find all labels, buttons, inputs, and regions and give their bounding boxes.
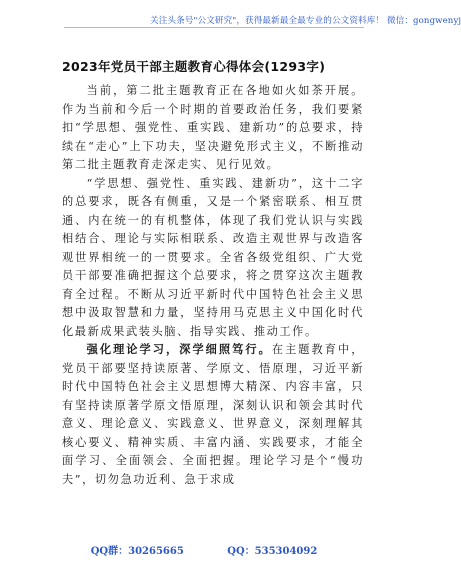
document-body — [62, 82, 364, 489]
section-text: 在主题教育中，党员干部要坚持读原著、学原文、悟原理，习近平新时代中国特色社会主义思想博大精深、内容丰富，只有坚持读原著学原文悟原理，深刻认识和领会其时代意义、理论意义、实践意义、世界意义，深刻理解其核心要义、精神实质、丰富内涵、实践要求，才能全面学习、全面领会、全面把握。理论学习是个“慢功夫”，切勿急功近利、急于求成 — [62, 343, 365, 486]
header-note: 关注头条号"公文研究"，获得最新最全最专业的公文资料库！ 微信：gongwenyj — [150, 16, 461, 26]
paragraph-3 — [62, 341, 364, 489]
footer-contacts — [0, 542, 408, 557]
footer-qq-group: QQ群：30265665 — [90, 546, 184, 557]
document-title: 2023年党员干部主题教育心得体会(1293字) — [62, 59, 326, 74]
section-lead: 强化理论学习，深学细照笃行。 — [86, 343, 272, 356]
header-divider — [64, 27, 364, 28]
paragraph-2: “学思想、强党性、重实践、建新功”，这十二字的总要求，既各有侧重，又是一个紧密联系、相互贯通、内在统一的有机整体，体现了我们党认识与实践相结合、理论与实际相联系、改造主观世界与改造客观世界相统一的一贯要求。全省各级党组织、广大党员干部要准确把握这个总要求，将之贯穿这次主题教育全过程。不断从习近平新时代中国特色社会主义思想中汲取智慧和力量，坚持用马克思主义中国化时代化最新成果武装头脑、指导实践、推动工作。 — [62, 176, 364, 338]
paragraph-1: 当前，第二批主题教育正在各地如火如茶开展。作为当前和今后一个时期的首要政治任务，我们要紧扣“学思想、强党性、重实践、建新功”的总要求，持续在“走心”上下功夫，坚决避免形式主义，不断推动第二批主题教育走深走实、见行见效。 — [62, 84, 364, 171]
footer-qq: QQ：535304092 — [227, 546, 318, 557]
